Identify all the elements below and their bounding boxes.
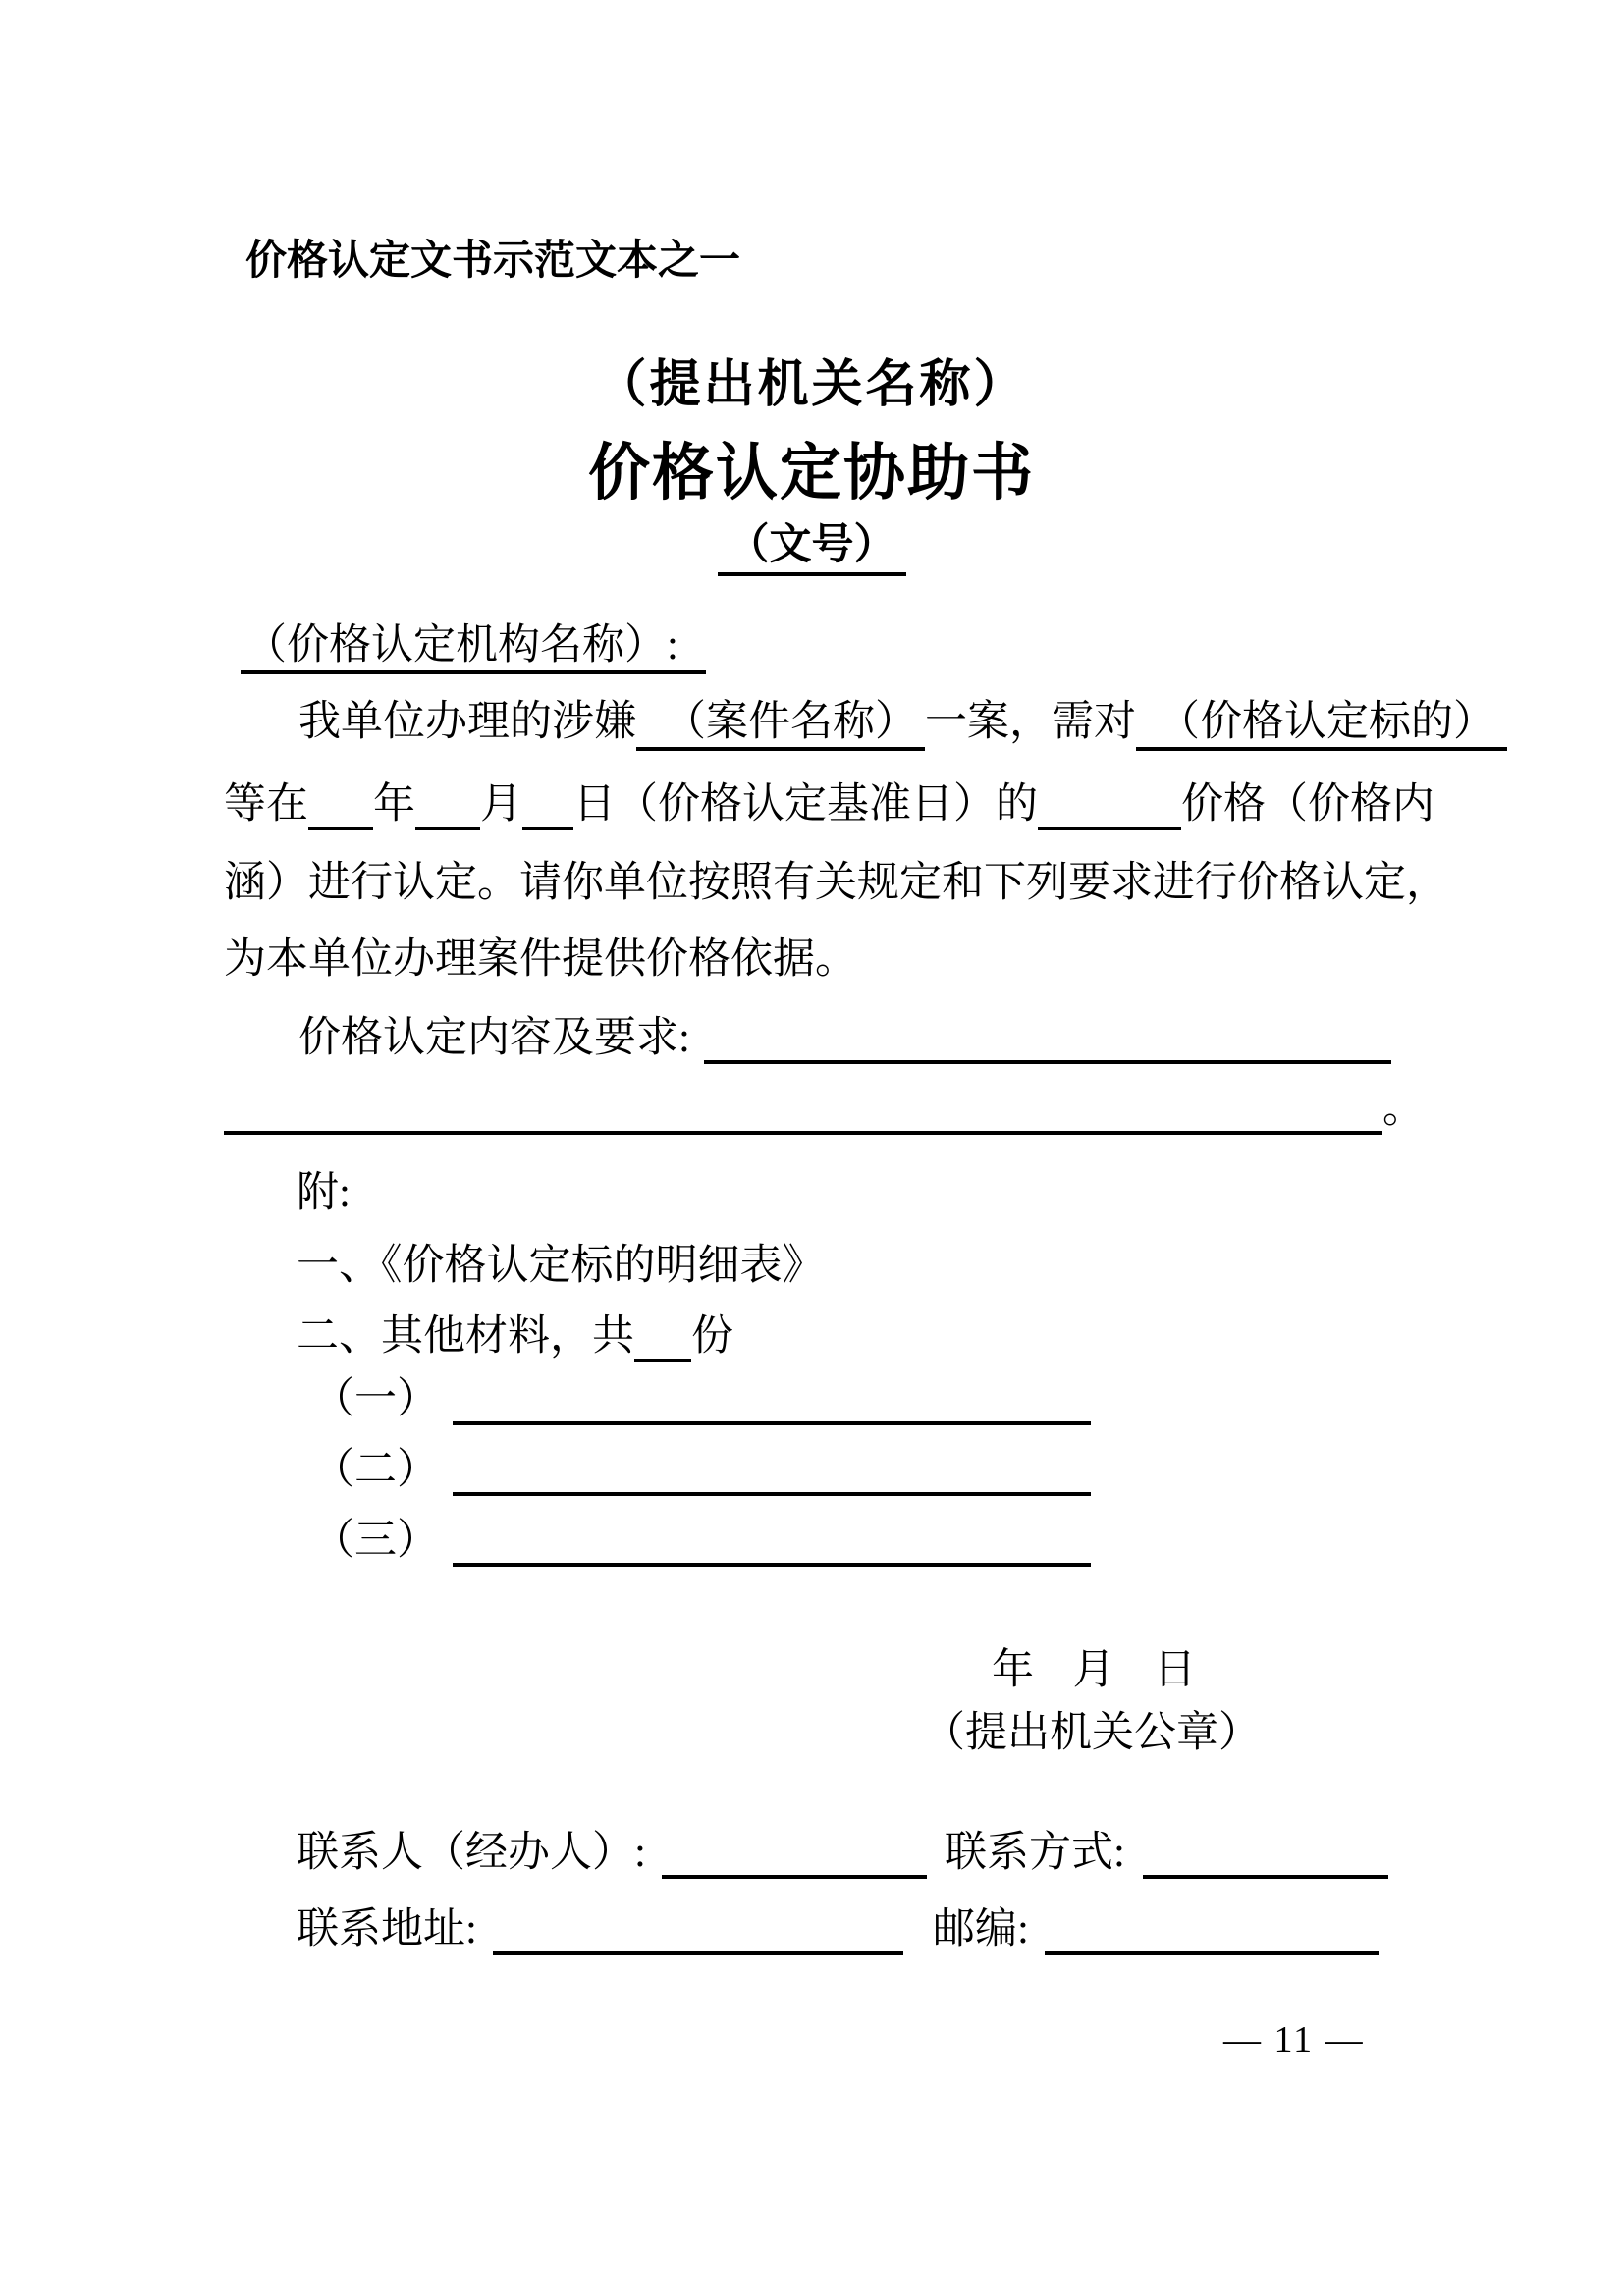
main-title: 价格认定协助书 bbox=[588, 439, 1035, 507]
attachment-item-1: 一、《价格认定标的明细表》 bbox=[297, 1243, 825, 1289]
attachment-item-2-prefix: 二、其他材料，共 bbox=[297, 1313, 634, 1360]
contact-row-1 bbox=[297, 1828, 1388, 1879]
month-label: 月 bbox=[480, 781, 522, 828]
case-sentence-text-1: 我单位办理的涉嫌 bbox=[298, 699, 636, 745]
sub-item-2-label: （二） bbox=[312, 1447, 439, 1493]
copies-count-blank bbox=[634, 1311, 691, 1362]
contact-method-blank bbox=[1143, 1828, 1388, 1879]
sentence-period: 。 bbox=[1382, 1086, 1425, 1132]
contact-method-label: 联系方式: bbox=[944, 1830, 1125, 1876]
postcode-blank bbox=[1045, 1904, 1379, 1955]
issuer-title: （提出机关名称） bbox=[595, 357, 1028, 413]
page-number: — 11 — bbox=[1223, 2019, 1365, 2060]
attachment-item-2-suffix: 份 bbox=[691, 1313, 733, 1360]
requirements-blank-2 bbox=[224, 1084, 1382, 1135]
month-blank bbox=[415, 779, 480, 830]
day-blank bbox=[522, 779, 573, 830]
assessment-target-blank: （价格认定标的） bbox=[1136, 699, 1507, 751]
requirements-blank-1 bbox=[704, 1013, 1391, 1064]
base-day-text: 日（价格认定基准日）的 bbox=[573, 781, 1038, 828]
contact-person-blank bbox=[662, 1828, 927, 1879]
attachment-sub-item-3 bbox=[312, 1516, 1091, 1567]
case-sentence-line-1 bbox=[298, 697, 1507, 748]
sub-item-1-blank bbox=[453, 1374, 1091, 1425]
attachment-sub-item-2 bbox=[312, 1445, 1091, 1496]
case-sentence-line-2 bbox=[224, 779, 1434, 830]
attachments-label: 附: bbox=[297, 1170, 351, 1216]
contact-row-2 bbox=[297, 1904, 1379, 1955]
sub-item-2-blank bbox=[453, 1445, 1091, 1496]
case-sentence-text-2: 一案，需对 bbox=[925, 699, 1136, 745]
attachment-item-2 bbox=[297, 1311, 733, 1362]
sub-item-3-blank bbox=[453, 1516, 1091, 1567]
year-blank bbox=[308, 779, 373, 830]
signature-month-label: 月 bbox=[1072, 1647, 1115, 1693]
doc-number-placeholder: （文号） bbox=[718, 522, 906, 576]
case-sentence-text-3: 等在 bbox=[224, 781, 308, 828]
sub-item-3-label: （三） bbox=[312, 1518, 439, 1564]
signature-date-row bbox=[992, 1645, 1196, 1696]
recipient-name-blank: （价格认定机构名称）: bbox=[241, 622, 706, 674]
price-text: 价格（价格内 bbox=[1181, 781, 1434, 828]
signature-day-label: 日 bbox=[1154, 1647, 1196, 1693]
sub-item-1-label: （一） bbox=[312, 1376, 439, 1422]
year-label: 年 bbox=[373, 781, 415, 828]
case-sentence-line-4: 为本单位办理案件提供价格依据。 bbox=[224, 936, 857, 983]
requirements-continuation-line bbox=[224, 1084, 1425, 1135]
attachment-sub-item-1 bbox=[312, 1374, 1091, 1425]
doc-number-line bbox=[0, 520, 1623, 571]
contact-address-blank bbox=[493, 1904, 903, 1955]
case-sentence-line-3: 涵）进行认定。请你单位按照有关规定和下列要求进行价格认定， bbox=[224, 860, 1448, 906]
contact-person-label: 联系人（经办人）: bbox=[297, 1830, 646, 1876]
price-type-blank bbox=[1038, 779, 1181, 830]
seal-note: （提出机关公章） bbox=[923, 1710, 1261, 1756]
case-name-blank: （案件名称） bbox=[636, 699, 925, 751]
contact-address-label: 联系地址: bbox=[297, 1906, 477, 1952]
requirements-line bbox=[298, 1013, 1391, 1064]
requirements-label: 价格认定内容及要求: bbox=[298, 1015, 690, 1061]
series-label: 价格认定文书示范文本之一 bbox=[245, 237, 741, 283]
recipient-line bbox=[241, 620, 706, 671]
postcode-label: 邮编: bbox=[932, 1906, 1029, 1952]
signature-year-label: 年 bbox=[992, 1647, 1034, 1693]
